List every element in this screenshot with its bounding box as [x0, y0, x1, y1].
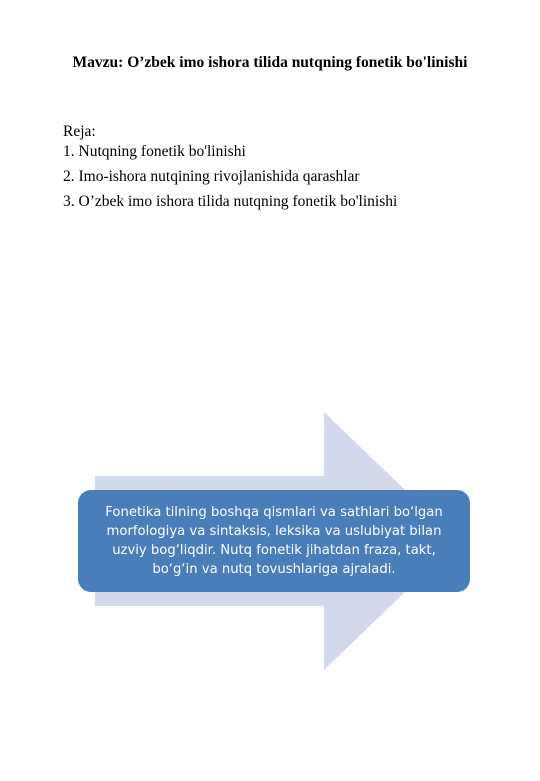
plan-item-1: 1. Nutqning fonetik bo'linishi — [63, 143, 246, 160]
diagram-text: Fonetika tilning boshqa qismlari va sathlari bo‘lgan morfologiya va sintaksis, leksika va uslubiyat bilan uzviy bog‘liqdir. Nutq fonetik jihatdan fraza, takt, bo‘g‘in va nutq tovushlariga ajraladi. — [105, 505, 443, 577]
plan-heading: Reja: — [63, 123, 96, 140]
plan-item-2: 2. Imo-ishora nutqining rivojlanishida qarashlar — [63, 168, 360, 185]
plan-item-3: 3. O’zbek imo ishora tilida nutqning fonetik bo'linishi — [63, 193, 398, 210]
diagram-text-box — [78, 490, 470, 592]
document-title: Mavzu: O’zbek imo ishora tilida nutqning fonetik bo'linishi — [72, 54, 468, 71]
